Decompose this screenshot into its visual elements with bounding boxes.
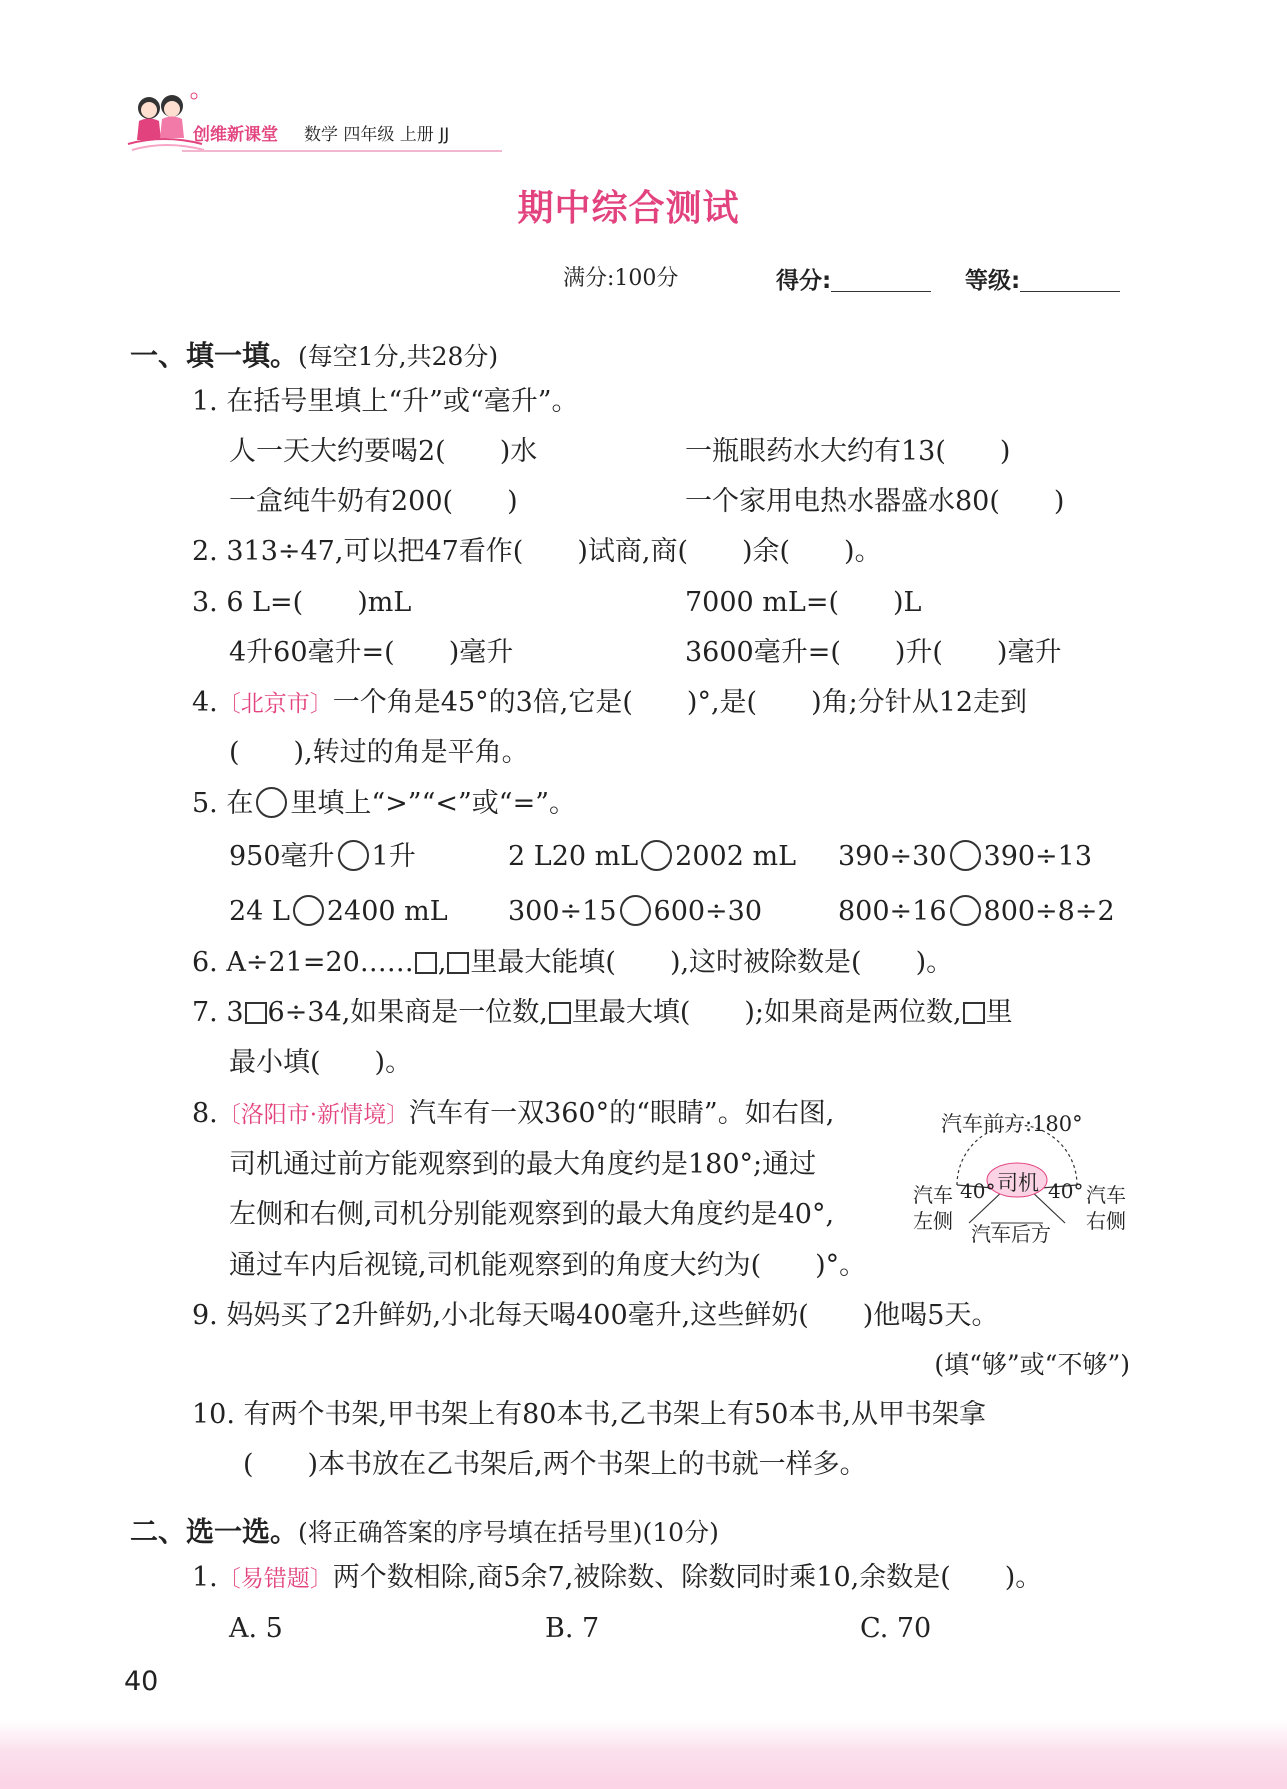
q10-line2: ( )本书放在乙书架后,两个书架上的书就一样多。 (243, 1449, 867, 1480)
rear-label: 汽车后方 (971, 1222, 1051, 1246)
q3-c: 4升60毫升=( )毫升 (229, 637, 514, 668)
q10-line1: 10. 有两个书架,甲书架上有80本书,乙书架上有50本书,从甲书架拿 (192, 1399, 986, 1430)
q5-r2-c2: 300÷15 600÷30 (508, 896, 763, 927)
q8-line1: 8.〔洛阳市·新情境〕汽车有一双360°的“眼睛”。如右图, (192, 1098, 835, 1129)
q5-r1-c1: 950毫升 1升 (229, 841, 416, 872)
q7-line2: 最小填( )。 (229, 1047, 413, 1078)
digit-box (245, 1002, 267, 1024)
section2-heading: 二、选一选。(将正确答案的序号填在括号里)(10分) (130, 1515, 719, 1548)
q7-line1: 7. 3 6÷34,如果商是一位数, 里最大填( );如果商是两位数, 里 (192, 997, 1013, 1028)
digit-box (549, 1002, 571, 1024)
header-divider (182, 150, 502, 152)
driver-label: 司机 (997, 1171, 1039, 1195)
left-side-line2: 左侧 (913, 1209, 953, 1233)
page-title: 期中综合测试 (517, 188, 740, 229)
q5-r2-c1: 24 L 2400 mL (229, 896, 448, 927)
header-subject: 数学 四年级 上册 JJ (304, 125, 450, 145)
answer-circle[interactable] (293, 895, 324, 926)
score-field (776, 262, 931, 295)
source-tag: 〔易错题〕 (217, 1566, 333, 1592)
q2: 2. 313÷47,可以把47看作( )试商,商( )余( )。 (192, 536, 882, 567)
option-a: A. 5 (229, 1613, 283, 1644)
full-score: 满分:100分 (563, 266, 679, 291)
answer-circle[interactable] (338, 840, 369, 871)
score-blank[interactable] (831, 270, 931, 292)
q6: 6. A÷21=20…… , 里最大能填( ),这时被除数是( )。 (192, 947, 954, 978)
s2-q1: 1.〔易错题〕两个数相除,商5余7,被除数、除数同时乘10,余数是( )。 (192, 1562, 1043, 1593)
q5-r2-c3: 800÷16 800÷8÷2 (838, 896, 1115, 927)
grade-field (965, 262, 1120, 295)
q5-stem: 5. 在 里填上“>”“<”或“=”。 (192, 788, 577, 819)
answer-circle[interactable] (950, 895, 981, 926)
digit-box (963, 1002, 985, 1024)
option-b: B. 7 (545, 1613, 600, 1644)
q1-c: 一盒纯牛奶有200( ) (229, 486, 518, 517)
right-side-line1: 汽车 (1086, 1183, 1126, 1207)
source-tag: 〔北京市〕 (217, 691, 333, 717)
digit-box (415, 952, 437, 974)
source-tag: 〔洛阳市·新情境〕 (217, 1102, 410, 1128)
q3-a: 3. 6 L=( )mL (192, 587, 412, 618)
left-angle-label: 40° (960, 1179, 996, 1203)
footer-band (0, 1721, 1287, 1789)
right-angle-label: 40° (1048, 1179, 1084, 1203)
header-brand: 创维新课堂 (193, 125, 278, 145)
q8-line3: 左侧和右侧,司机分别能观察到的最大角度约是40°, (229, 1199, 835, 1230)
q4-line1: 4.〔北京市〕一个角是45°的3倍,它是( )°,是( )角;分针从12走到 (192, 687, 1028, 718)
q5-r1-c3: 390÷30 390÷13 (838, 841, 1093, 872)
q1-a: 人一天大约要喝2( )水 (229, 436, 538, 467)
q1-d: 一个家用电热水器盛水80( ) (685, 486, 1065, 517)
q1-b: 一瓶眼药水大约有13( ) (685, 436, 1011, 467)
score-label: 得分: (776, 268, 832, 294)
car-vision-figure (905, 1105, 1135, 1245)
q3-b: 7000 mL=( )L (685, 587, 922, 618)
answer-circle[interactable] (641, 840, 672, 871)
q8-line2: 司机通过前方能观察到的最大角度约是180°;通过 (229, 1149, 817, 1180)
right-side-line2: 右侧 (1086, 1209, 1126, 1233)
q8-line4: 通过车内后视镜,司机能观察到的角度大约为( )°。 (229, 1250, 867, 1281)
answer-circle[interactable] (950, 840, 981, 871)
q3-d: 3600毫升=( )升( )毫升 (685, 637, 1062, 668)
grade-label: 等级: (965, 268, 1021, 294)
answer-circle[interactable] (620, 895, 651, 926)
digit-box (447, 952, 469, 974)
left-side-line1: 汽车 (913, 1183, 953, 1207)
option-c: C. 70 (860, 1613, 932, 1644)
q4-line2: ( ),转过的角是平角。 (229, 737, 529, 768)
q1-stem: 1. 在括号里填上“升”或“毫升”。 (192, 386, 579, 417)
q9-line1: 9. 妈妈买了2升鲜奶,小北每天喝400毫升,这些鲜奶( )他喝5天。 (192, 1300, 999, 1331)
page-number: 40 (124, 1666, 159, 1697)
q5-r1-c2: 2 L20 mL 2002 mL (508, 841, 796, 872)
front-label: 汽车前方:180° (941, 1112, 1083, 1136)
section1-heading: 一、填一填。(每空1分,共28分) (130, 339, 499, 372)
q9-note: (填“够”或“不够”) (934, 1350, 1130, 1379)
compare-circle-icon (256, 787, 287, 818)
grade-blank[interactable] (1020, 270, 1120, 292)
